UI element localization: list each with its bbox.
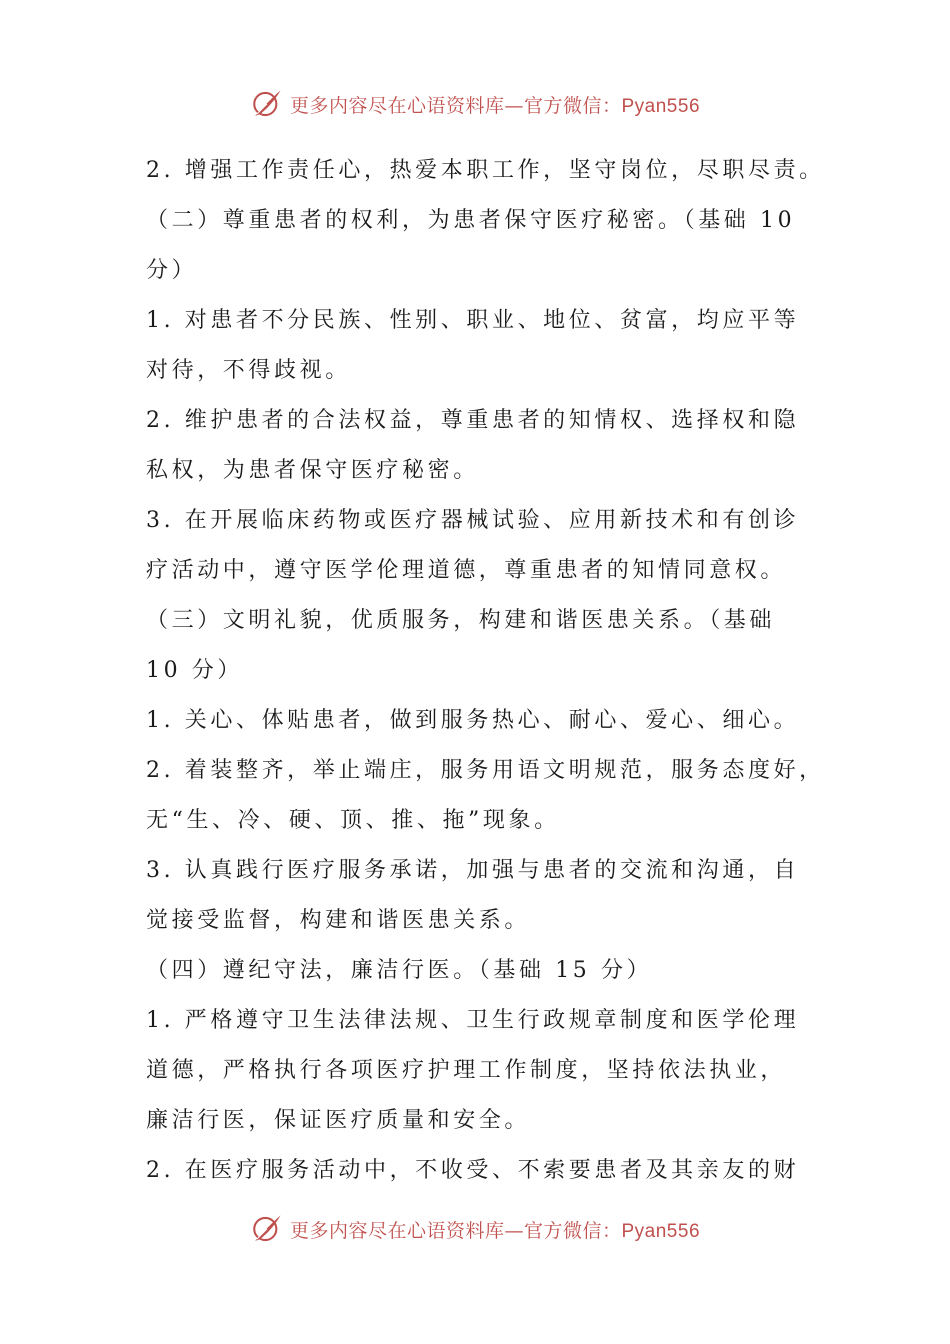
text-line: 廉洁行医，保证医疗质量和安全。 xyxy=(146,1108,531,1133)
text-line: （二）尊重患者的权利，为患者保守医疗秘密。（基础 10 xyxy=(146,208,796,233)
text-line: 1. 对患者不分民族、性别、职业、地位、贫富，均应平等 xyxy=(146,308,800,333)
text-line: 无“生、冷、硬、顶、推、拖”现象。 xyxy=(146,808,560,833)
text-line: 1. 严格遵守卫生法律法规、卫生行政规章制度和医学伦理 xyxy=(146,1008,800,1033)
text-line: 3. 认真践行医疗服务承诺，加强与患者的交流和沟通，自 xyxy=(146,858,800,883)
text-line: 10 分） xyxy=(146,658,243,683)
text-line: 2. 维护患者的合法权益，尊重患者的知情权、选择权和隐 xyxy=(146,408,800,433)
text-line: 道德，严格执行各项医疗护理工作制度，坚持依法执业， xyxy=(146,1058,787,1083)
text-line: 私权，为患者保守医疗秘密。 xyxy=(146,458,479,483)
banner-slogan-text: 更多内容尽在心语资料库—官方微信： xyxy=(289,94,622,117)
text-line: 分） xyxy=(146,258,198,283)
text-line: （四）遵纪守法，廉洁行医。（基础 15 分） xyxy=(146,958,653,983)
header-banner xyxy=(0,82,950,126)
text-line: 3. 在开展临床药物或医疗器械试验、应用新技术和有创诊 xyxy=(146,508,800,533)
text-line: 2. 增强工作责任心，热爱本职工作，坚守岗位，尽职尽责。 xyxy=(146,158,825,183)
text-line: 2. 着装整齐，举止端庄，服务用语文明规范，服务态度好， xyxy=(146,758,825,783)
footer-banner xyxy=(0,1207,950,1251)
text-line: 2. 在医疗服务活动中，不收受、不索要患者及其亲友的财 xyxy=(146,1158,800,1183)
banner-slogan xyxy=(290,1216,700,1243)
text-line: （三）文明礼貌，优质服务，构建和谐医患关系。（基础 xyxy=(146,608,776,633)
text-line: 觉接受监督，构建和谐医患关系。 xyxy=(146,908,531,933)
banner-wechat-id: Pyan556 xyxy=(621,95,701,117)
quill-pen-icon xyxy=(250,1212,284,1246)
document-body xyxy=(146,146,826,1196)
text-line: 1. 关心、体贴患者，做到服务热心、耐心、爱心、细心。 xyxy=(146,708,800,733)
quill-pen-icon xyxy=(250,87,284,121)
banner-slogan xyxy=(290,91,700,118)
banner-wechat-id: Pyan556 xyxy=(621,1220,701,1242)
banner-slogan-text: 更多内容尽在心语资料库—官方微信： xyxy=(289,1219,622,1242)
text-line: 对待，不得歧视。 xyxy=(146,358,351,383)
text-line: 疗活动中，遵守医学伦理道德，尊重患者的知情同意权。 xyxy=(146,558,787,583)
